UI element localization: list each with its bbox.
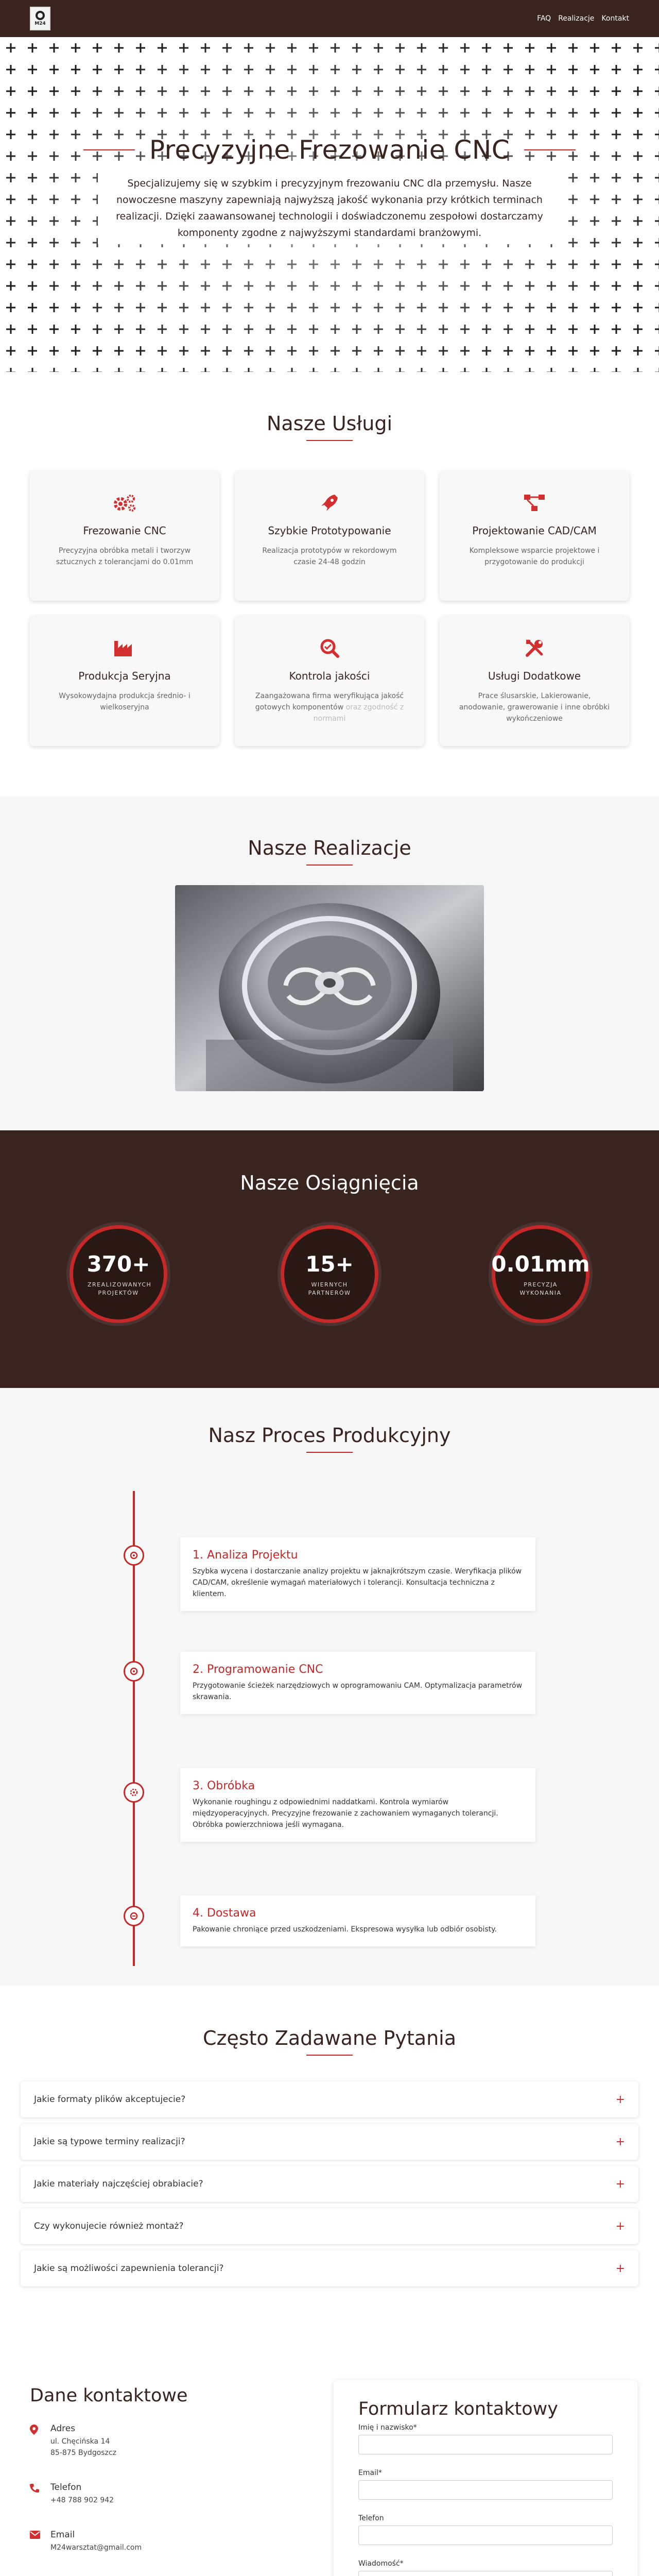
phone-input[interactable] — [358, 2526, 613, 2545]
hero-content — [0, 135, 659, 244]
stat-value: 370+ — [86, 1251, 150, 1277]
step-dot-cog-icon — [124, 1782, 144, 1803]
faq-question: Jakie formaty plików akceptujecie? — [34, 2094, 186, 2105]
message-textarea[interactable] — [358, 2571, 613, 2576]
search-check-icon — [250, 638, 409, 658]
service-text: Prace ślusarskie, Lakierowanie, anodowanie, grawerowanie i inne obróbki wykończeniowe — [459, 692, 610, 723]
hero-title: Precyzyjne Frezowanie CNC — [149, 135, 510, 165]
address-line: 85-875 Bydgoszcz — [50, 2449, 116, 2457]
contact-phone — [30, 2482, 256, 2506]
step-dot-truck-icon — [124, 1906, 144, 1926]
step-text: Wykonanie roughingu z odpowiednimi naddatkami. Kontrola wymiarów międzyoperacyjnych. Precyzyjne frezowanie z zachowaniem wymaganych tolerancji. Obróbka powierzchniowa jeśli wymagana. — [193, 1798, 498, 1829]
process-step-analiza — [180, 1537, 535, 1611]
email-label: Email* — [358, 2469, 382, 2477]
nav-link-realizacje[interactable]: Realizacje — [558, 14, 595, 23]
faq-title: Często Zadawane Pytania — [202, 2027, 457, 2049]
faq-question: Jakie są typowe terminy realizacji? — [34, 2137, 185, 2147]
faq-question: Jakie są możliwości zapewnienia tolerancji? — [34, 2263, 224, 2274]
step-title: 2. Programowanie CNC — [193, 1663, 323, 1676]
contact-form — [334, 2380, 637, 2576]
phone-label: Telefon — [358, 2514, 384, 2522]
tools-icon — [455, 638, 614, 658]
service-text: Zaangażowana firma weryfikująca jakość gotowych komponentów oraz zgodność z normami — [255, 692, 404, 723]
services-title: Nasze Usługi — [266, 412, 393, 435]
stats-title: Nasze Osiągnięcia — [240, 1172, 419, 1194]
services-section — [0, 372, 659, 796]
service-card-kontrola[interactable] — [235, 616, 424, 746]
plus-icon: + — [615, 2135, 625, 2148]
rocket-icon — [250, 493, 409, 513]
service-title: Kontrola jakości — [289, 670, 370, 682]
realization-photo-machined-part[interactable] — [175, 885, 484, 1091]
realizations-section — [0, 796, 659, 1130]
phone-icon — [30, 2482, 50, 2506]
service-title: Usługi Dodatkowe — [488, 670, 581, 682]
hero-description: Specjalizujemy się w szybkim i precyzyjnym frezowaniu CNC dla przemysłu. Nasze nowoczesne maszyny zapewniają najwyższą jakość wykonania przy krótkich terminach realizacji. Dzięki zaawansowanej technologii i doświadczonemu zespołowi dostarczamy komponenty zgodne z najwyższymi standardami branżowymi. — [98, 172, 561, 244]
gears-icon — [45, 493, 204, 513]
service-text: Precyzyjna obróbka metali i tworzyw sztucznych z tolerancjami do 0.01mm — [56, 547, 194, 566]
stat-label: PRECYZJA WYKONANIA — [519, 1281, 562, 1296]
phone-title: Telefon — [50, 2482, 82, 2493]
faq-item[interactable] — [21, 2250, 638, 2286]
stat-precision — [492, 1225, 589, 1323]
step-title: 1. Analiza Projektu — [193, 1549, 298, 1562]
step-dot-search-icon — [124, 1545, 144, 1566]
step-text: Przygotowanie ścieżek narzędziowych w oprogramowaniu CAM. Optymalizacja parametrów skrawania. — [193, 1682, 523, 1701]
stat-label: ZREALIZOWANYCH PROJEKTÓW — [88, 1281, 152, 1296]
faq-question: Czy wykonujecie również montaż? — [34, 2221, 184, 2231]
gear-logo-icon — [36, 11, 45, 20]
service-card-prototypowanie[interactable] — [235, 471, 424, 601]
logo[interactable] — [30, 7, 50, 30]
stat-label: WIERNYCH PARTNERÓW — [308, 1281, 351, 1296]
phone-number[interactable]: +48 788 902 942 — [50, 2496, 114, 2504]
plus-icon: + — [615, 2219, 625, 2233]
faq-underline — [306, 2055, 353, 2056]
realizations-title: Nasze Realizacje — [248, 837, 411, 859]
top-navbar — [0, 0, 659, 37]
service-card-produkcja[interactable] — [30, 616, 219, 746]
form-title: Formularz kontaktowy — [358, 2399, 558, 2419]
nav-link-kontakt[interactable]: Kontakt — [601, 14, 629, 23]
contact-address — [30, 2424, 256, 2459]
step-dot-code-icon — [124, 1661, 144, 1682]
map-marker-icon — [30, 2424, 50, 2459]
contact-email — [30, 2530, 256, 2553]
plus-icon: + — [615, 2093, 625, 2106]
process-section — [0, 1388, 659, 1986]
step-title: 4. Dostawa — [193, 1907, 256, 1920]
service-title: Szybkie Prototypowanie — [268, 524, 391, 537]
service-card-dodatkowe[interactable] — [440, 616, 629, 746]
faq-item[interactable] — [21, 2081, 638, 2117]
faq-item[interactable] — [21, 2166, 638, 2202]
process-title: Nasz Proces Produkcyjny — [208, 1424, 451, 1447]
service-text: Kompleksowe wsparcie projektowe i przygotowanie do produkcji — [469, 547, 600, 566]
email-title: Email — [50, 2530, 75, 2540]
service-title: Frezowanie CNC — [83, 524, 166, 537]
title-line-left — [83, 149, 135, 150]
email-address[interactable]: M24warsztat@gmail.com — [50, 2544, 142, 2552]
title-line-right — [524, 149, 576, 150]
service-text: Realizacja prototypów w rekordowym czasie 24-48 godzin — [262, 547, 397, 566]
address-line: ul. Chęcińska 14 — [50, 2437, 110, 2446]
services-underline — [306, 440, 353, 441]
faq-item[interactable] — [21, 2124, 638, 2160]
process-step-dostawa — [180, 1895, 535, 1946]
contact-title: Dane kontaktowe — [30, 2385, 188, 2406]
nav-link-faq[interactable]: FAQ — [537, 14, 551, 23]
process-step-programowanie — [180, 1652, 535, 1714]
name-input[interactable] — [358, 2435, 613, 2454]
faq-item[interactable] — [21, 2208, 638, 2244]
industry-icon — [45, 638, 204, 658]
stat-partners — [281, 1225, 378, 1323]
stat-value: 0.01mm — [491, 1251, 590, 1277]
service-title: Produkcja Seryjna — [78, 670, 171, 682]
name-label: Imię i nazwisko* — [358, 2424, 417, 2432]
hero-section — [0, 37, 659, 372]
address-title: Adres — [50, 2424, 76, 2434]
plus-icon: + — [615, 2177, 625, 2191]
plus-icon: + — [615, 2262, 625, 2275]
message-label: Wiadomość* — [358, 2560, 404, 2568]
stats-section — [0, 1130, 659, 1388]
faq-question: Jakie materiały najczęściej obrabiacie? — [34, 2179, 203, 2189]
step-title: 3. Obróbka — [193, 1780, 255, 1792]
nav-links — [537, 14, 629, 23]
realizations-underline — [306, 865, 353, 866]
logo-text: M24 — [34, 21, 46, 26]
service-card-cad-cam[interactable] — [440, 471, 629, 601]
process-step-obrobka — [180, 1768, 535, 1842]
service-title: Projektowanie CAD/CAM — [472, 524, 597, 537]
project-diagram-icon — [455, 493, 614, 513]
step-text: Pakowanie chroniące przed uszkodzeniami. Ekspresowa wysyłka lub odbiór osobisty. — [193, 1925, 497, 1934]
service-text-faded: oraz zgodność z normami — [313, 703, 404, 723]
process-underline — [306, 1452, 353, 1453]
envelope-icon — [30, 2530, 50, 2553]
contact-info — [30, 2385, 256, 2576]
step-text: Szybka wycena i dostarczanie analizy projektu w jaknajkrótszym czasie. Weryfikacja plików CAD/CAM, określenie wymagań materiałowych i tolerancji. Konsultacja techniczna z klientem. — [193, 1567, 522, 1598]
stat-projects — [70, 1225, 167, 1323]
service-card-frezowanie[interactable] — [30, 471, 219, 601]
service-text: Wysokowydajna produkcja średnio- i wielkoseryjna — [59, 692, 190, 711]
stat-value: 15+ — [305, 1251, 354, 1277]
email-input[interactable] — [358, 2480, 613, 2500]
